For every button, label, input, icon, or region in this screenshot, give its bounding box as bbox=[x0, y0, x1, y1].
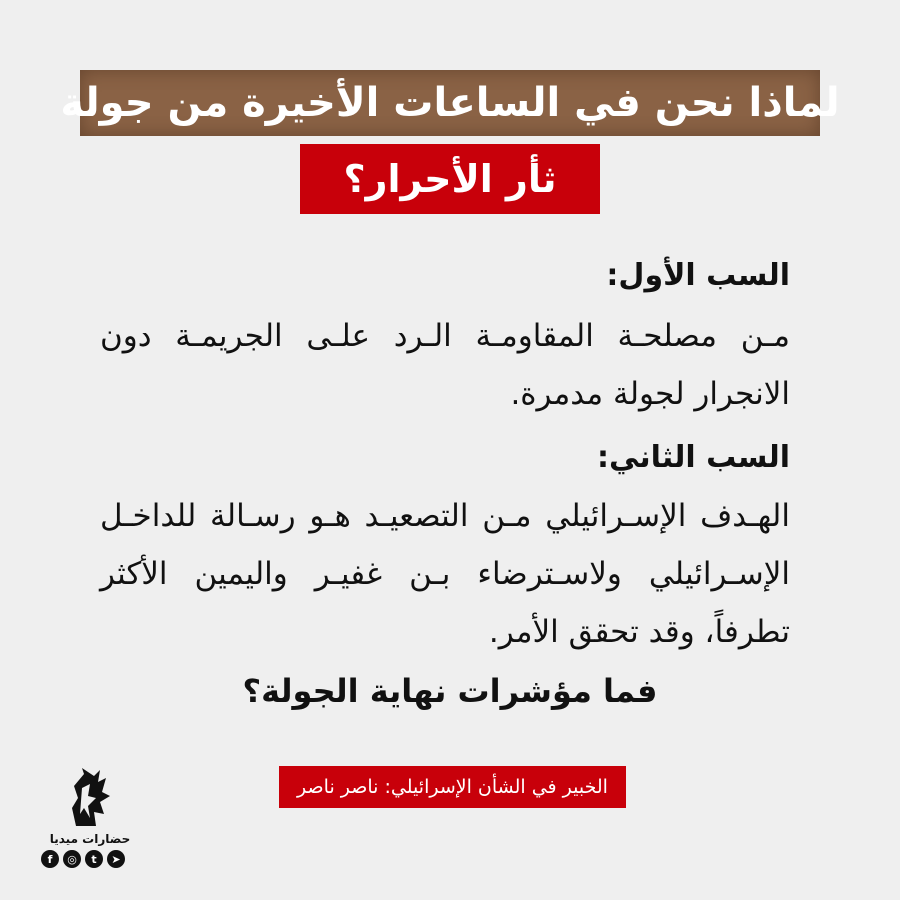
twitter-icon[interactable]: t bbox=[85, 850, 103, 868]
social-links bbox=[41, 850, 125, 868]
facebook-icon[interactable]: f bbox=[41, 850, 59, 868]
reason-2-text: الهـدف الإسـرائيلي مـن التصعيـد هـو رسـالة للداخـل الإسـرائيلي ولاسـترضاء بـن غفيـر واليمين الأكثر تطرفاً، وقد تحقق الأمر. bbox=[100, 498, 790, 650]
author-badge bbox=[279, 766, 626, 808]
author-name: الخبير في الشأن الإسرائيلي: ناصر ناصر bbox=[297, 776, 608, 798]
brand-logo-icon bbox=[54, 768, 124, 828]
title-line-1: لماذا نحن في الساعات الأخيرة من جولة bbox=[60, 80, 840, 126]
title-highlight bbox=[300, 144, 600, 214]
brand-name: حضارات ميديا bbox=[49, 832, 131, 846]
telegram-icon[interactable]: ➤ bbox=[107, 850, 125, 868]
title-band bbox=[60, 70, 840, 136]
reason-2-heading: السب الثاني: bbox=[597, 440, 790, 475]
instagram-icon[interactable]: ◎ bbox=[63, 850, 81, 868]
closing-question: فما مؤشرات نهاية الجولة؟ bbox=[242, 672, 658, 710]
title-line-2: ثأر الأحرار؟ bbox=[343, 157, 557, 201]
reason-2 bbox=[100, 440, 790, 661]
reason-1-text: مـن مصلحـة المقاومـة الـرد علـى الجريمـة دون الانجرار لجولة مدمرة. bbox=[100, 318, 790, 412]
reason-1 bbox=[100, 258, 790, 423]
reason-1-heading: السب الأول: bbox=[606, 258, 790, 293]
